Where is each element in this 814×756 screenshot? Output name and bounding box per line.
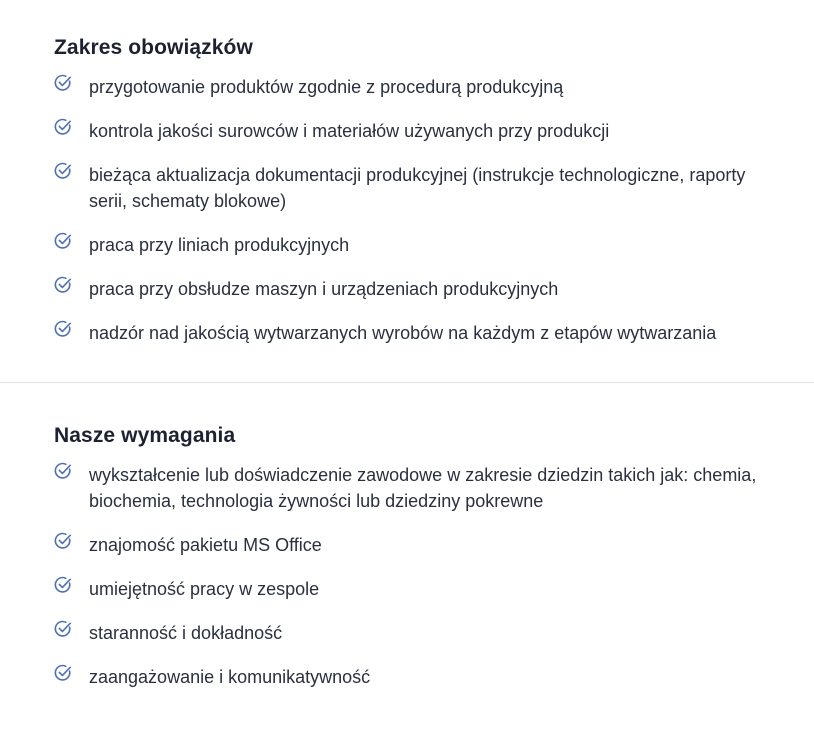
circle-check-icon	[54, 276, 72, 294]
list-item	[54, 232, 774, 258]
list-item	[54, 74, 774, 100]
list-item-text: znajomość pakietu MS Office	[89, 535, 322, 555]
list-item	[54, 664, 774, 690]
list-item-text: wykształcenie lub doświadczenie zawodowe w zakresie dziedzin takich jak: chemia, biochemia, technologia żywności lub dziedziny pokrewne	[89, 465, 757, 511]
circle-check-icon	[54, 620, 72, 638]
list-item-text: zaangażowanie i komunikatywność	[89, 667, 371, 687]
list-item	[54, 462, 774, 514]
circle-check-icon	[54, 664, 72, 682]
list-item-text: praca przy obsłudze maszyn i urządzeniach produkcyjnych	[89, 279, 559, 299]
list-item	[54, 620, 774, 646]
requirements-section	[0, 383, 814, 690]
circle-check-icon	[54, 320, 72, 338]
requirements-heading: Nasze wymagania	[54, 424, 236, 447]
responsibilities-heading: Zakres obowiązków	[54, 36, 253, 59]
list-item-text: kontrola jakości surowców i materiałów używanych przy produkcji	[89, 121, 610, 141]
circle-check-icon	[54, 462, 72, 480]
list-item-text: staranność i dokładność	[89, 623, 283, 643]
list-item	[54, 576, 774, 602]
list-item	[54, 320, 774, 346]
list-item	[54, 532, 774, 558]
list-item	[54, 276, 774, 302]
circle-check-icon	[54, 232, 72, 250]
list-item-text: praca przy liniach produkcyjnych	[89, 235, 350, 255]
list-item-text: umiejętność pracy w zespole	[89, 579, 320, 599]
circle-check-icon	[54, 118, 72, 136]
circle-check-icon	[54, 532, 72, 550]
circle-check-icon	[54, 576, 72, 594]
responsibilities-section	[0, 0, 814, 346]
responsibilities-list	[54, 74, 774, 346]
requirements-list	[54, 462, 774, 690]
list-item-text: bieżąca aktualizacja dokumentacji produkcyjnej (instrukcje technologiczne, raporty serii, schematy blokowe)	[89, 165, 746, 211]
circle-check-icon	[54, 74, 72, 92]
list-item	[54, 118, 774, 144]
list-item-text: nadzór nad jakością wytwarzanych wyrobów na każdym z etapów wytwarzania	[89, 323, 717, 343]
list-item-text: przygotowanie produktów zgodnie z procedurą produkcyjną	[89, 77, 564, 97]
list-item	[54, 162, 774, 214]
circle-check-icon	[54, 162, 72, 180]
